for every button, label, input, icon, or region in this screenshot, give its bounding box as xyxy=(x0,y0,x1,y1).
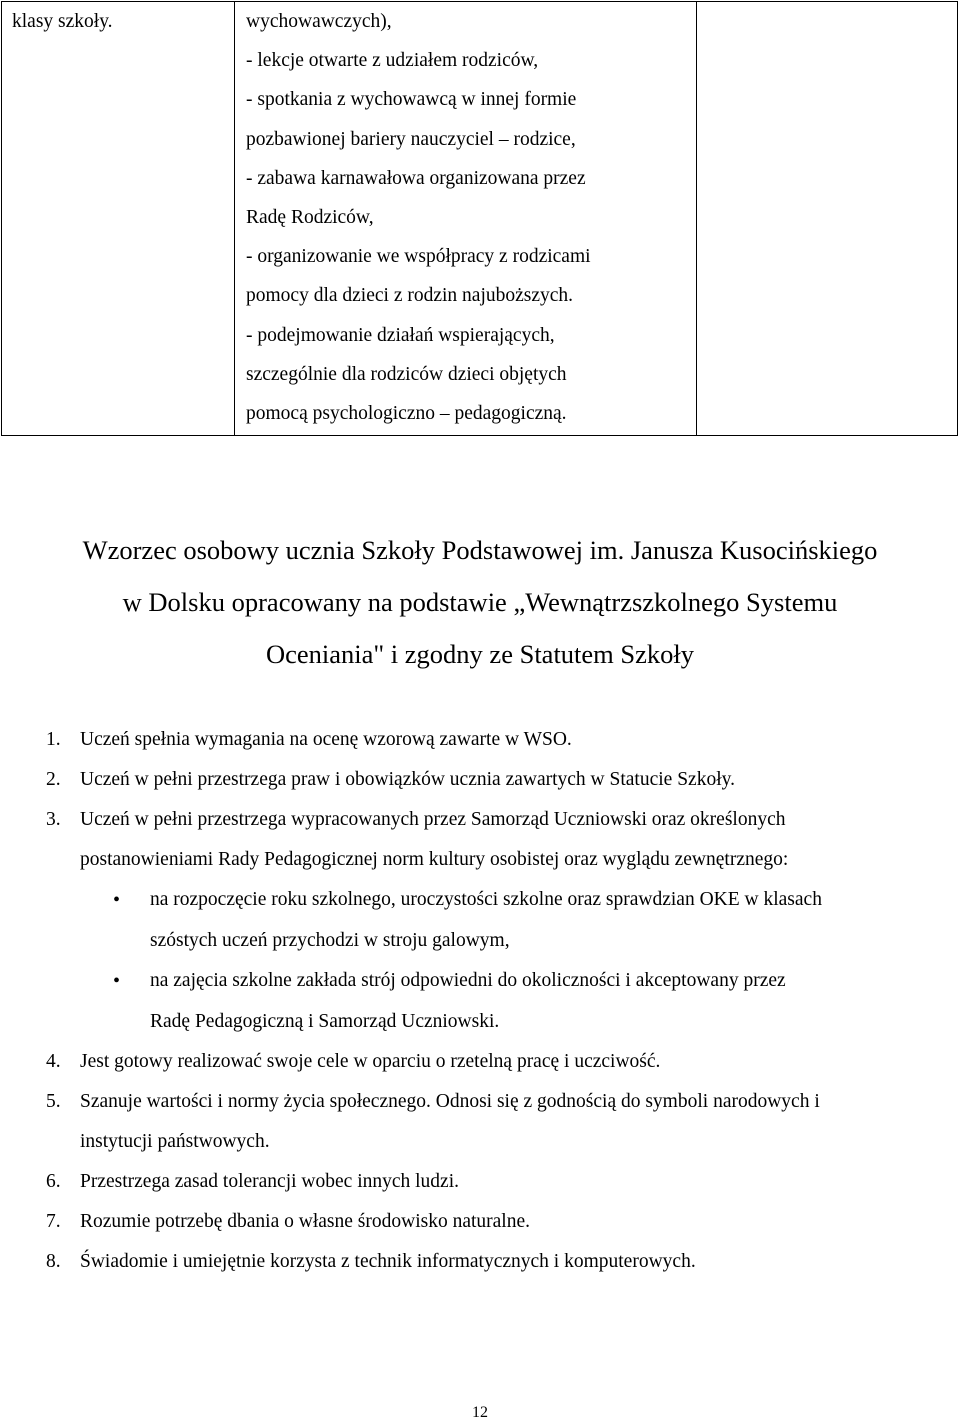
bullet-text: szóstych uczeń przychodzi w stroju galowym, xyxy=(150,929,510,951)
heading-line: w Dolsku opracowany na podstawie „Wewnątrzszkolnego Systemu xyxy=(122,587,838,617)
bullet-item xyxy=(0,961,960,1042)
requirements-list xyxy=(0,720,960,1282)
list-item xyxy=(0,1242,960,1282)
item-number: 2. xyxy=(46,769,61,790)
activity-line: - lekcje otwarte z udziałem rodziców, xyxy=(246,50,539,72)
item-text: Uczeń w pełni przestrzega praw i obowiązków ucznia zawartych w Statucie Szkoły. xyxy=(80,769,735,790)
item-text: postanowieniami Rady Pedagogicznej norm kultury osobistej oraz wyglądu zewnętrznego: xyxy=(80,849,789,870)
bullet-item xyxy=(0,880,960,961)
list-item xyxy=(0,800,960,880)
list-item xyxy=(0,760,960,800)
list-item xyxy=(0,1162,960,1202)
item-text: Uczeń spełnia wymagania na ocenę wzorową zawarte w WSO. xyxy=(80,729,572,750)
activity-line: wychowawczych), xyxy=(246,11,392,32)
item-number: 4. xyxy=(46,1051,61,1072)
activity-line: - spotkania z wychowawcą w innej formie xyxy=(246,89,577,111)
page-number: 12 xyxy=(472,1404,488,1421)
item-number: 7. xyxy=(46,1211,61,1232)
item-text: Rozumie potrzebę dbania o własne środowisko naturalne. xyxy=(80,1211,530,1232)
bullet-text: na rozpoczęcie roku szkolnego, uroczystości szkolne oraz sprawdzian OKE w klasach xyxy=(150,889,822,910)
list-item xyxy=(0,1042,960,1082)
bullet-sublist xyxy=(0,880,960,1042)
item-text: Jest gotowy realizować swoje cele w oparciu o rzetelną pracę i uczciwość. xyxy=(80,1051,661,1072)
activity-line: pozbawionej bariery nauczyciel – rodzice, xyxy=(246,128,576,150)
list-item xyxy=(0,720,960,760)
heading-line: Oceniania" i zgodny ze Statutem Szkoły xyxy=(265,639,695,669)
item-text: instytucji państwowych. xyxy=(80,1131,270,1152)
activity-line: pomocy dla dzieci z rodzin najuboższych. xyxy=(246,285,574,307)
list-item xyxy=(0,1082,960,1162)
item-text: Świadomie i umiejętnie korzysta z technik informatycznych i komputerowych. xyxy=(80,1251,696,1272)
item-number: 8. xyxy=(46,1251,61,1272)
item-number: 5. xyxy=(46,1091,61,1112)
list-item xyxy=(0,1202,960,1242)
item-number: 3. xyxy=(46,809,61,830)
table-cell-empty xyxy=(697,2,957,435)
heading-line: Wzorzec osobowy ucznia Szkoły Podstawowej im. Janusza Kusocińskiego xyxy=(82,535,878,565)
table-cell-activities xyxy=(235,2,697,435)
activity-line: - organizowanie we współpracy z rodzicami xyxy=(246,246,591,268)
bullet-text: Radę Pedagogiczną i Samorząd Uczniowski. xyxy=(150,1010,500,1032)
table-cell-text: klasy szkoły. xyxy=(12,11,113,32)
item-number: 6. xyxy=(46,1171,61,1192)
item-text: Szanuje wartości i normy życia społecznego. Odnosi się z godnością do symboli narodowych i xyxy=(80,1091,820,1112)
bullet-text: na zajęcia szkolne zakłada strój odpowiedni do okoliczności i akceptowany przez xyxy=(150,970,786,991)
item-number: 1. xyxy=(46,729,61,750)
continuation-table xyxy=(1,1,958,436)
activity-line: szczególnie dla rodziców dzieci objętych xyxy=(246,363,567,385)
activity-line: - zabawa karnawałowa organizowana przez xyxy=(246,167,586,189)
table-cell-class xyxy=(2,2,235,435)
activity-line: Radę Rodziców, xyxy=(246,207,374,229)
item-text: Uczeń w pełni przestrzega wypracowanych przez Samorząd Uczniowski oraz określonych xyxy=(80,809,786,830)
activity-line: - podejmowanie działań wspierających, xyxy=(246,324,555,346)
section-heading xyxy=(0,524,960,680)
bullet-icon: • xyxy=(113,970,121,992)
item-text: Przestrzega zasad tolerancji wobec innych ludzi. xyxy=(80,1171,460,1192)
bullet-icon: • xyxy=(113,889,121,911)
activity-line: pomocą psychologiczno – pedagogiczną. xyxy=(246,403,567,425)
